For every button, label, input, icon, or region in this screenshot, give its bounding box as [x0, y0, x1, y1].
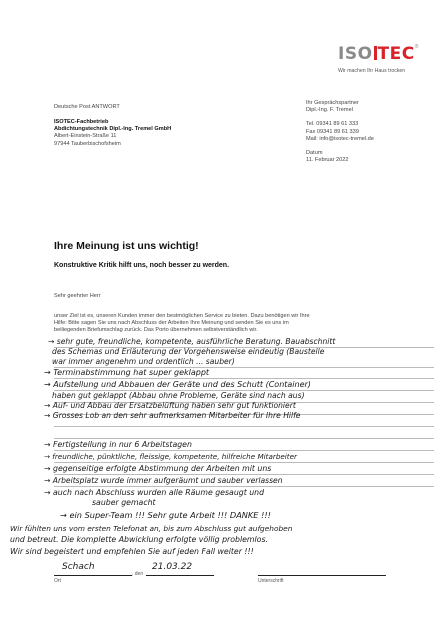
handwriting-line-14: sauber gemacht — [92, 498, 156, 507]
handwriting-line-2: des Schemas und Erläuterung der Vorgehensweise eindeutig (Baustelle — [52, 347, 325, 356]
date-line — [146, 575, 214, 576]
letter-date: 11. Februar 2022 — [306, 157, 349, 164]
contact-mail: Mail: info@isotec-tremel.de — [306, 135, 374, 142]
handwriting-line-16: Wir fühlten uns vom ersten Telefonat an, bis zum Abschluss gut aufgehoben — [10, 524, 293, 533]
date-prefix-label: , den — [132, 571, 144, 577]
contact-block — [306, 100, 374, 164]
recipient-line-3: Albert-Einstein-Straße 11 — [54, 133, 117, 140]
place-line — [54, 575, 132, 576]
contact-tel: Tel. 09341 89 61 333 — [306, 121, 359, 128]
signature-line — [258, 575, 386, 576]
isotec-logo — [338, 44, 432, 66]
handwriting-line-7: → Auf- und Abbau der Ersatzbelüftung haben sehr gut funktioniert — [44, 401, 296, 410]
ruled-line — [54, 462, 434, 463]
intro-line-2: Hilfe: Bitte sagen Sie uns nach Abschluss der Arbeiten Ihre Meinung und senden Sie es uns im — [54, 320, 289, 327]
salutation: Sehr geehrter Herr — [54, 293, 101, 299]
logo-iso-text: ISO — [338, 44, 373, 64]
handwriting-line-12: → Arbeitsplatz wurde immer aufgeräumt und sauber verlassen — [44, 476, 283, 485]
logo-tec-text: TEC — [377, 44, 415, 64]
handwriting-line-9: → Fertigstellung in nur 6 Arbeitstagen — [44, 440, 192, 449]
handwritten-place: Schach — [62, 562, 95, 572]
handwriting-line-18: Wir sind begeistert und empfehlen Sie auf jeden Fall weiter !!! — [10, 547, 254, 556]
handwritten-date: 21.03.22 — [152, 562, 193, 572]
handwriting-line-10: → freundliche, pünktliche, fleissige, kompetente, hilfreiche Mitarbeiter — [44, 452, 297, 461]
intro-paragraph — [54, 313, 434, 335]
ruled-line — [54, 486, 434, 487]
sender-line: Deutsche Post ANTWORT — [54, 104, 120, 110]
recipient-line-1: ISOTEC-Fachbetrieb — [54, 119, 109, 125]
handwriting-line-17: und betreut. Die komplette Abwicklung erfolgte völlig problemlos. — [10, 535, 268, 544]
signature-label: Unterschrift — [258, 578, 284, 584]
place-label: Ort — [54, 578, 61, 584]
ruled-line — [54, 450, 434, 451]
logo-registered-mark: ® — [414, 44, 419, 50]
handwriting-line-5: → Aufstellung und Abbauen der Geräte und des Schutt (Container) — [44, 380, 311, 389]
ruled-line — [54, 426, 434, 427]
contact-fax: Fax 09341 89 61 339 — [306, 128, 359, 135]
handwriting-line-11: → gegenseitige erfolgte Abstimmung der Arbeiten mit uns — [44, 464, 272, 473]
recipient-address — [54, 119, 171, 148]
logo-divider — [374, 46, 377, 60]
intro-line-3: beiliegenden Briefumschlag zurück. Das Porto übernehmen selbstverständlich wir. — [54, 327, 258, 334]
ruled-line — [54, 438, 434, 439]
recipient-line-2: Abdichtungstechnik Dipl.-Ing. Tremel GmbH — [54, 126, 172, 133]
ruled-line — [54, 378, 434, 379]
handwriting-line-3: war immer angenehm und ordentlich ... sauber) — [52, 357, 235, 366]
contact-label: Ihr Gesprächspartner — [306, 100, 359, 106]
intro-line-1: unser Ziel ist es, unseren Kunden immer den bestmöglichen Service zu bieten. Dazu benötigen wir Ihre — [54, 313, 310, 319]
page-subheadline: Konstruktive Kritik hilft uns, noch besser zu werden. — [54, 262, 230, 269]
logo-slogan: Wir machen Ihr Haus trocken — [338, 68, 406, 74]
handwriting-line-8: → Grosses Lob an den sehr aufmerksamen Mitarbeiter für Ihre Hilfe — [44, 411, 301, 420]
handwriting-line-13: → auch nach Abschluss wurden alle Räume gesaugt und — [44, 488, 265, 497]
handwriting-line-6: haben gut geklappt (Abbau ohne Probleme, Geräte sind nach aus) — [52, 391, 305, 400]
date-label: Datum — [306, 150, 323, 157]
handwriting-line-1: → sehr gute, freundliche, kompetente, ausführliche Beratung. Bauabschnitt — [48, 337, 336, 346]
page-headline: Ihre Meinung ist uns wichtig! — [54, 240, 199, 252]
ruled-line — [54, 474, 434, 475]
contact-name: Dipl.-Ing. F. Tremel — [306, 107, 353, 114]
handwriting-line-4: → Terminabstimmung hat super geklappt — [44, 368, 210, 377]
recipient-line-4: 97944 Tauberbischofsheim — [54, 140, 121, 147]
handwriting-line-15: → ein Super-Team !!! Sehr gute Arbeit !!! DANKE !!! — [60, 510, 271, 520]
